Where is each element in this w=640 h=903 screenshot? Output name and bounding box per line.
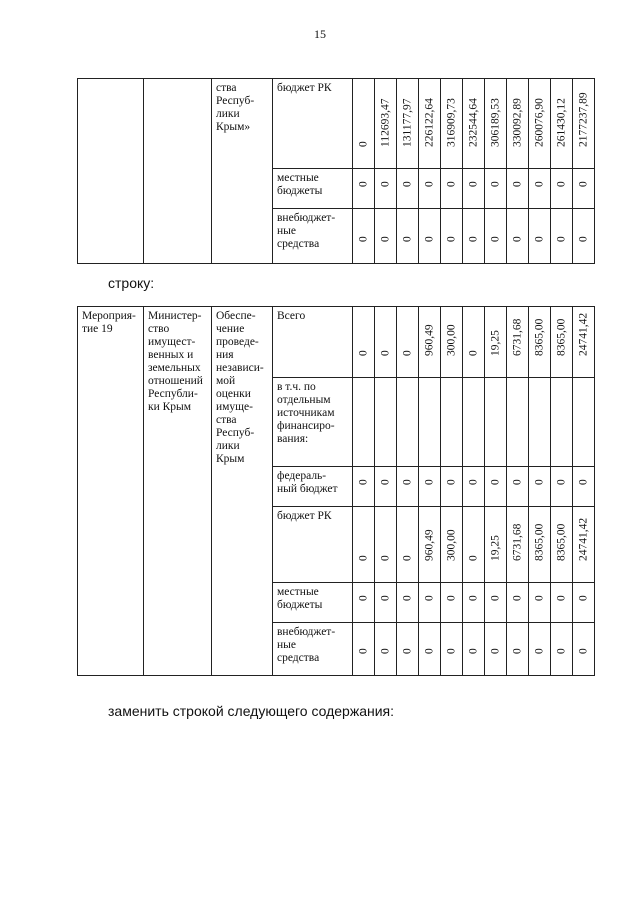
value-cell: 8365,00 xyxy=(551,307,573,378)
value-cell: 0 xyxy=(397,507,419,583)
value-cell: 0 xyxy=(397,623,419,676)
blank-cell xyxy=(78,79,144,264)
value-cell: 0 xyxy=(375,209,397,264)
value-cell: 0 xyxy=(573,209,595,264)
top-table xyxy=(77,78,595,264)
value-cell: 6731,68 xyxy=(507,507,529,583)
value-cell: 24741,42 xyxy=(573,307,595,378)
value-cell: 8365,00 xyxy=(551,507,573,583)
value-cell: 19,25 xyxy=(485,307,507,378)
value-cell xyxy=(485,378,507,467)
value-cell: 0 xyxy=(419,623,441,676)
table-row xyxy=(78,307,595,378)
source-label-cell: внебюджет- ные средства xyxy=(273,209,353,264)
value-cell: 0 xyxy=(529,467,551,507)
value-cell: 0 xyxy=(507,467,529,507)
value-cell: 960,49 xyxy=(419,507,441,583)
value-cell: 330092,89 xyxy=(507,79,529,169)
value-cell: 0 xyxy=(485,467,507,507)
value-cell: 0 xyxy=(463,209,485,264)
value-cell: 0 xyxy=(551,209,573,264)
value-cell: 0 xyxy=(353,169,375,209)
value-cell: 0 xyxy=(397,307,419,378)
value-cell xyxy=(573,378,595,467)
value-cell: 0 xyxy=(507,169,529,209)
value-cell: 0 xyxy=(441,169,463,209)
source-label-cell: в т.ч. по отдельным источникам финансиро- вания: xyxy=(273,378,353,467)
event-number-cell: Мероприя- тие 19 xyxy=(78,307,144,676)
value-cell: 8365,00 xyxy=(529,507,551,583)
main-table xyxy=(77,306,595,676)
event-name-cell: ства Респуб- лики Крым» xyxy=(212,79,273,264)
value-cell: 0 xyxy=(463,507,485,583)
value-cell: 0 xyxy=(375,307,397,378)
page-number: 15 xyxy=(314,27,326,41)
value-cell: 0 xyxy=(353,583,375,623)
value-cell: 0 xyxy=(353,507,375,583)
source-label-cell: федераль- ный бюджет xyxy=(273,467,353,507)
value-cell: 0 xyxy=(375,169,397,209)
value-cell: 0 xyxy=(529,583,551,623)
value-cell: 112693,47 xyxy=(375,79,397,169)
value-cell: 232544,64 xyxy=(463,79,485,169)
value-cell: 960,49 xyxy=(419,307,441,378)
value-cell: 0 xyxy=(573,583,595,623)
value-cell: 0 xyxy=(529,623,551,676)
value-cell: 0 xyxy=(551,583,573,623)
value-cell: 0 xyxy=(463,307,485,378)
executor-cell: Министер- ство имущест- венных и земельных отношений Республи- ки Крым xyxy=(144,307,212,676)
value-cell: 0 xyxy=(463,583,485,623)
source-label-cell: бюджет РК xyxy=(273,79,353,169)
value-cell: 0 xyxy=(573,467,595,507)
value-cell: 131177,97 xyxy=(397,79,419,169)
value-cell: 0 xyxy=(573,169,595,209)
value-cell: 0 xyxy=(485,209,507,264)
value-cell: 6731,68 xyxy=(507,307,529,378)
value-cell: 0 xyxy=(397,169,419,209)
value-cell: 0 xyxy=(375,623,397,676)
value-cell: 0 xyxy=(529,209,551,264)
value-cell: 261430,12 xyxy=(551,79,573,169)
value-cell: 0 xyxy=(551,623,573,676)
value-cell: 0 xyxy=(485,169,507,209)
value-cell xyxy=(529,378,551,467)
value-cell: 0 xyxy=(529,169,551,209)
value-cell: 0 xyxy=(353,467,375,507)
value-cell xyxy=(441,378,463,467)
source-label-cell: местные бюджеты xyxy=(273,169,353,209)
value-cell: 0 xyxy=(375,583,397,623)
value-cell: 0 xyxy=(441,467,463,507)
value-cell: 226122,64 xyxy=(419,79,441,169)
value-cell: 0 xyxy=(551,169,573,209)
source-label-cell: внебюджет- ные средства xyxy=(273,623,353,676)
table-row xyxy=(78,79,595,169)
value-cell xyxy=(507,378,529,467)
value-cell: 0 xyxy=(463,169,485,209)
value-cell: 300,00 xyxy=(441,507,463,583)
value-cell: 0 xyxy=(419,209,441,264)
value-cell: 306189,53 xyxy=(485,79,507,169)
value-cell: 0 xyxy=(507,209,529,264)
value-cell: 0 xyxy=(485,623,507,676)
value-cell: 2177237,89 xyxy=(573,79,595,169)
value-cell xyxy=(419,378,441,467)
value-cell: 0 xyxy=(397,209,419,264)
value-cell: 0 xyxy=(419,467,441,507)
value-cell xyxy=(353,378,375,467)
value-cell: 0 xyxy=(463,623,485,676)
value-cell: 0 xyxy=(463,467,485,507)
value-cell: 0 xyxy=(507,583,529,623)
value-cell xyxy=(397,378,419,467)
value-cell: 0 xyxy=(397,467,419,507)
value-cell: 0 xyxy=(507,623,529,676)
value-cell: 0 xyxy=(441,209,463,264)
value-cell: 8365,00 xyxy=(529,307,551,378)
blank-cell xyxy=(144,79,212,264)
value-cell: 0 xyxy=(551,467,573,507)
value-cell: 0 xyxy=(441,623,463,676)
value-cell: 316909,73 xyxy=(441,79,463,169)
value-cell: 24741,42 xyxy=(573,507,595,583)
value-cell: 0 xyxy=(397,583,419,623)
source-label-cell: местные бюджеты xyxy=(273,583,353,623)
value-cell: 0 xyxy=(419,583,441,623)
value-cell xyxy=(551,378,573,467)
value-cell: 0 xyxy=(353,209,375,264)
value-cell: 0 xyxy=(419,169,441,209)
event-name-cell: Обеспе- чение проведе- ния независи- мой оценки имуще- ства Респуб- лики Крым xyxy=(212,307,273,676)
value-cell: 0 xyxy=(441,583,463,623)
instruction-text: строку: xyxy=(108,275,155,291)
value-cell xyxy=(463,378,485,467)
value-cell: 0 xyxy=(353,79,375,169)
value-cell: 0 xyxy=(375,467,397,507)
value-cell: 0 xyxy=(375,507,397,583)
source-label-cell: бюджет РК xyxy=(273,507,353,583)
value-cell: 0 xyxy=(573,623,595,676)
value-cell: 260076,90 xyxy=(529,79,551,169)
value-cell xyxy=(375,378,397,467)
value-cell: 19,25 xyxy=(485,507,507,583)
source-label-cell: Всего xyxy=(273,307,353,378)
value-cell: 0 xyxy=(353,307,375,378)
value-cell: 300,00 xyxy=(441,307,463,378)
value-cell: 0 xyxy=(353,623,375,676)
value-cell: 0 xyxy=(485,583,507,623)
instruction-text: заменить строкой следующего содержания: xyxy=(108,703,395,719)
